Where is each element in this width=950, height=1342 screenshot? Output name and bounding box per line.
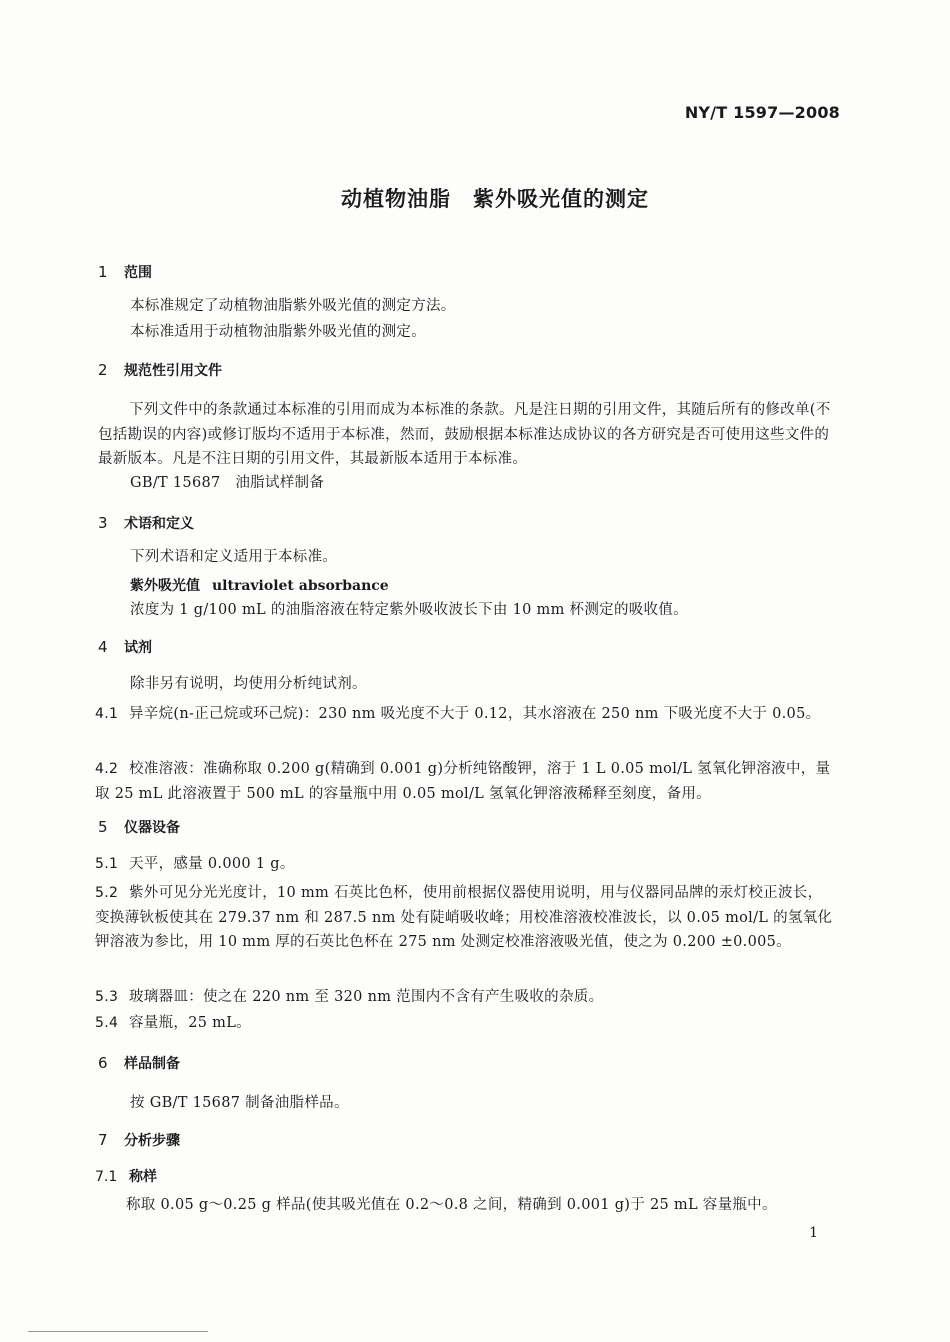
section-title: 规范性引用文件 bbox=[124, 363, 222, 379]
clause-number: 4.1 bbox=[95, 706, 119, 722]
clause-4-2 bbox=[95, 757, 835, 806]
section-5-heading bbox=[98, 817, 180, 837]
clause-number: 5.1 bbox=[95, 856, 119, 872]
section-1-paragraph-1: 本标准规定了动植物油脂紫外吸光值的测定方法。 bbox=[130, 298, 456, 314]
clause-number: 4.2 bbox=[95, 761, 119, 777]
clause-title: 称样 bbox=[129, 1169, 157, 1185]
clause-7-1-text: 称取 0.05 g～0.25 g 样品(使其吸光值在 0.2～0.8 之间，精确到 0.001 g)于 25 mL 容量瓶中。 bbox=[126, 1197, 777, 1213]
section-number: 7 bbox=[98, 1131, 108, 1149]
term-english: ultraviolet absorbance bbox=[212, 578, 389, 594]
section-number: 1 bbox=[98, 263, 108, 281]
title-part-2: 紫外吸光值的测定 bbox=[473, 187, 649, 211]
section-number: 4 bbox=[98, 638, 108, 656]
term-chinese: 紫外吸光值 bbox=[130, 578, 200, 594]
section-3-paragraph-1: 下列术语和定义适用于本标准。 bbox=[130, 549, 338, 565]
clause-4-1 bbox=[95, 702, 835, 727]
footer-divider bbox=[28, 1331, 208, 1332]
section-2-reference: GB/T 15687 油脂试样制备 bbox=[130, 475, 325, 491]
section-title: 试剂 bbox=[124, 640, 152, 656]
term-entry bbox=[130, 575, 389, 595]
clause-text: 天平，感量 0.000 1 g。 bbox=[129, 856, 295, 872]
clause-text: 紫外可见分光光度计，10 mm 石英比色杯，使用前根据仪器使用说明，用与仪器同品牌的汞灯校正波长，变换薄钬板使其在 279.37 nm 和 287.5 nm 处有陡峭吸收峰；用校准溶液校准波长，以 0.05 mol/L 的氢氧化钾溶液为参比，用 10 mm 厚的石英比色杯在 275 nm 处测定校准溶液吸光值，使之为 0.200 ±0.005。 bbox=[95, 885, 833, 950]
clause-number: 5.3 bbox=[95, 989, 119, 1005]
document-title bbox=[0, 183, 950, 213]
title-part-1: 动植物油脂 bbox=[341, 187, 451, 211]
section-number: 5 bbox=[98, 818, 108, 836]
section-4-paragraph-1: 除非另有说明，均使用分析纯试剂。 bbox=[130, 676, 367, 692]
page-number: 1 bbox=[809, 1225, 818, 1241]
section-number: 2 bbox=[98, 361, 108, 379]
clause-number: 7.1 bbox=[95, 1169, 118, 1185]
clause-5-2 bbox=[95, 881, 835, 955]
clause-5-1 bbox=[95, 852, 835, 877]
term-definition: 浓度为 1 g/100 mL 的油脂溶液在特定紫外吸收波长下由 10 mm 杯测定的吸收值。 bbox=[130, 602, 688, 618]
section-title: 范围 bbox=[124, 265, 152, 281]
clause-text: 玻璃器皿：使之在 220 nm 至 320 nm 范围内不含有产生吸收的杂质。 bbox=[129, 989, 604, 1005]
clause-text: 异辛烷(n-正己烷或环己烷)：230 nm 吸光度不大于 0.12，其水溶液在 250 nm 下吸光度不大于 0.05。 bbox=[129, 706, 821, 722]
section-1-paragraph-2: 本标准适用于动植物油脂紫外吸光值的测定。 bbox=[130, 324, 426, 340]
clause-5-4 bbox=[95, 1011, 835, 1036]
section-number: 3 bbox=[98, 514, 108, 532]
section-title: 术语和定义 bbox=[124, 516, 194, 532]
section-6-paragraph-1: 按 GB/T 15687 制备油脂样品。 bbox=[130, 1095, 349, 1111]
section-title: 仪器设备 bbox=[124, 820, 180, 836]
section-title: 样品制备 bbox=[124, 1056, 180, 1072]
standard-code: NY/T 1597—2008 bbox=[684, 103, 840, 122]
clause-text: 校准溶液：准确称取 0.200 g(精确到 0.001 g)分析纯铬酸钾，溶于 1 L 0.05 mol/L 氢氧化钾溶液中，量取 25 mL 此溶液置于 500 mL 的容量瓶中用 0.05 mol/L 氢氧化钾溶液稀释至刻度，备用。 bbox=[95, 761, 831, 802]
clause-5-3 bbox=[95, 985, 835, 1010]
section-title: 分析步骤 bbox=[124, 1133, 180, 1149]
section-3-heading bbox=[98, 513, 194, 533]
section-2-heading bbox=[98, 360, 222, 380]
section-7-heading bbox=[98, 1130, 180, 1150]
section-number: 6 bbox=[98, 1054, 108, 1072]
clause-number: 5.2 bbox=[95, 885, 119, 901]
section-6-heading bbox=[98, 1053, 180, 1073]
clause-number: 5.4 bbox=[95, 1015, 119, 1031]
section-4-heading bbox=[98, 637, 152, 657]
clause-text: 容量瓶，25 mL。 bbox=[129, 1015, 251, 1031]
section-2-paragraph-1: 下列文件中的条款通过本标准的引用而成为本标准的条款。凡是注日期的引用文件，其随后所有的修改单(不包括勘误的内容)或修订版均不适用于本标准，然而，鼓励根据本标准达成协议的各方研究是否可使用这些文件的最新版本。凡是不注日期的引用文件，其最新版本适用于本标准。 bbox=[98, 402, 831, 467]
section-1-heading bbox=[98, 262, 152, 282]
clause-7-1-heading bbox=[95, 1166, 157, 1186]
